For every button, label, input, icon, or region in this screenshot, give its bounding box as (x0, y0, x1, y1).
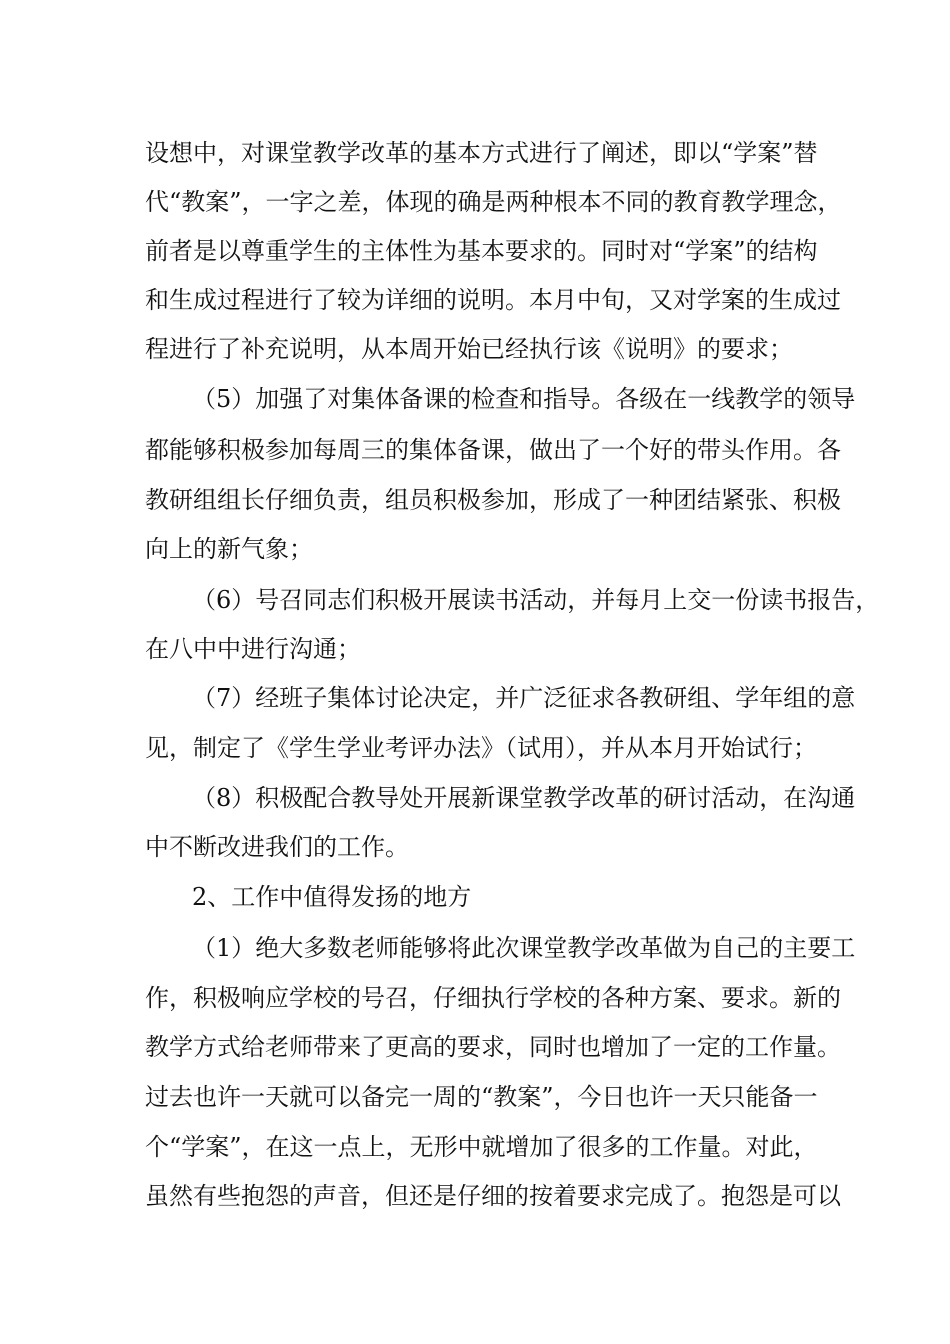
text-line: 都能够积极参加每周三的集体备课，做出了一个好的带头作用。各 (145, 436, 841, 464)
paragraph-first-line: （8）积极配合教导处开展新课堂教学改革的研讨活动，在沟通 (192, 784, 856, 812)
text-line: 和生成过程进行了较为详细的说明。本月中旬，又对学案的生成过 (145, 286, 841, 314)
text-line: 在八中中进行沟通； (145, 635, 361, 663)
text-line: 教研组组长仔细负责，组员积极参加，形成了一种团结紧张、积极 (145, 486, 841, 514)
text-line: 程进行了补充说明，从本周开始已经执行该《说明》的要求； (145, 335, 793, 363)
paragraph-first-line: （6）号召同志们积极开展读书活动，并每月上交一份读书报告， (192, 586, 880, 614)
text-line: 教学方式给老师带来了更高的要求，同时也增加了一定的工作量。 (145, 1033, 841, 1061)
text-line: 向上的新气象； (145, 535, 313, 563)
text-line: 个“学案”，在这一点上，无形中就增加了很多的工作量。对此， (145, 1133, 818, 1161)
text-line: 前者是以尊重学生的主体性为基本要求的。同时对“学案”的结构 (145, 237, 818, 265)
text-line: 过去也许一天就可以备完一周的“教案”，今日也许一天只能备一 (145, 1083, 818, 1111)
text-line: 中不断改进我们的工作。 (145, 833, 409, 861)
paragraph-first-line: （1）绝大多数老师能够将此次课堂教学改革做为自己的主要工 (192, 934, 856, 962)
section-heading: 2、工作中值得发扬的地方 (192, 883, 472, 911)
paragraph-first-line: （5）加强了对集体备课的检查和指导。各级在一线教学的领导 (192, 385, 856, 413)
text-line: 作，积极响应学校的号召，仔细执行学校的各种方案、要求。新的 (145, 984, 841, 1012)
text-line: 设想中，对课堂教学改革的基本方式进行了阐述，即以“学案”替 (145, 139, 818, 167)
text-line: 代“教案”，一字之差，体现的确是两种根本不同的教育教学理念， (145, 188, 842, 216)
text-line: 见，制定了《学生学业考评办法》（试用），并从本月开始试行； (145, 734, 817, 762)
paragraph-first-line: （7）经班子集体讨论决定，并广泛征求各教研组、学年组的意 (192, 684, 856, 712)
text-line: 虽然有些抱怨的声音，但还是仔细的按着要求完成了。抱怨是可以 (145, 1182, 841, 1210)
